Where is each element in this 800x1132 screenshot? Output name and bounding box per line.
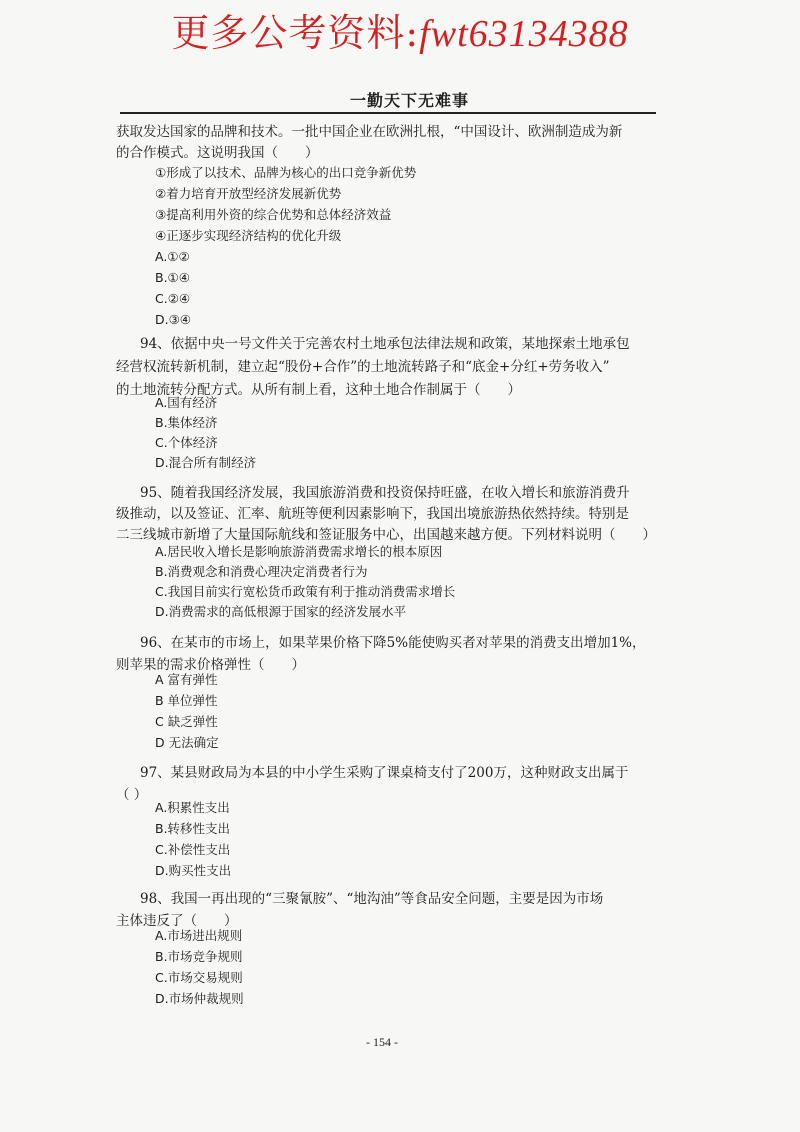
q97-line: （ ）	[116, 787, 148, 803]
q93-line: 的合作模式。这说明我国（ ）	[116, 145, 319, 161]
q93-option: C.②④	[155, 291, 191, 306]
page-number: - 154 -	[366, 1035, 398, 1049]
q95-option: C.我国目前实行宽松货币政策有利于推动消费需求增长	[155, 584, 456, 599]
q96-option: A 富有弹性	[155, 672, 218, 687]
q93-line: 获取发达国家的品牌和技术。一批中国企业在欧洲扎根，“中国设计、欧洲制造成为新	[116, 124, 623, 140]
q93-item: ②着力培育开放型经济发展新优势	[155, 186, 342, 201]
q94-options	[155, 394, 256, 474]
q93-option: D.③④	[155, 312, 192, 327]
banner-code: fwt63134388	[419, 13, 629, 55]
q94-line: 94、依据中央一号文件关于完善农村土地承包法律法规和政策，某地探索土地承包	[140, 336, 630, 352]
q95-option: A.居民收入增长是影响旅游消费需求增长的根本原因	[155, 544, 443, 559]
q96-line: 96、在某市的市场上，如果苹果价格下降5%能使购买者对苹果的消费支出增加1%，	[140, 635, 646, 651]
q96-text	[116, 632, 656, 676]
q93-item: ①形成了以技术、品牌为核心的出口竞争新优势	[155, 165, 417, 180]
q96-options	[155, 671, 219, 755]
q98-text	[116, 888, 656, 932]
q95-options	[155, 543, 455, 623]
q98-option: D.市场仲裁规则	[155, 991, 244, 1006]
q93-option: B.①④	[155, 270, 190, 285]
q94-text	[116, 333, 656, 402]
q97-option: D.购买性支出	[155, 863, 232, 878]
q98-option: A.市场进出规则	[155, 928, 243, 943]
q94-option: B.集体经济	[155, 415, 218, 430]
page-header-title: 一勤天下无难事	[350, 91, 470, 110]
watermark-banner	[0, 2, 800, 57]
q94-line: 经营权流转新机制，建立起“股份+合作”的土地流转路子和“底金+分红+劳务收入”	[116, 359, 610, 375]
q93-item: ③提高利用外资的综合优势和总体经济效益	[155, 207, 392, 222]
q94-option: D.混合所有制经济	[155, 455, 257, 470]
q93-items	[155, 164, 416, 332]
q97-line: 97、某县财政局为本县的中小学生采购了课桌椅支付了200万，这种财政支出属于	[140, 765, 629, 781]
q96-option: C 缺乏弹性	[155, 714, 218, 729]
q96-option: B 单位弹性	[155, 693, 218, 708]
q95-line: 95、随着我国经济发展，我国旅游消费和投资保持旺盛，在收入增长和旅游消费升	[140, 485, 630, 501]
q95-option: B.消费观念和消费心理决定消费者行为	[155, 564, 368, 579]
q98-line: 98、我国一再出现的“三聚氰胺”、“地沟油”等食品安全问题，主要是因为市场	[140, 891, 604, 907]
q93-option: A.①②	[155, 249, 190, 264]
q95-line: 二三线城市新增了大量国际航线和签证服务中心，出国越来越方便。下列材料说明（ ）	[116, 527, 656, 543]
q98-line: 主体违反了（ ）	[116, 913, 238, 929]
header-rule	[120, 112, 656, 114]
q97-option: B.转移性支出	[155, 821, 231, 836]
q94-line: 的土地流转分配方式。从所有制上看，这种土地合作制属于（ ）	[116, 382, 521, 398]
q94-option: A.国有经济	[155, 395, 218, 410]
q97-option: C.补偿性支出	[155, 842, 231, 857]
banner-text: 更多公考资料:	[171, 11, 420, 55]
q93-text	[116, 122, 656, 164]
q94-option: C.个体经济	[155, 435, 218, 450]
q98-option: C.市场交易规则	[155, 970, 243, 985]
q95-option: D.消费需求的高低根源于国家的经济发展水平	[155, 604, 407, 619]
q97-option: A.积累性支出	[155, 800, 230, 815]
q93-item: ④正逐步实现经济结构的优化升级	[155, 228, 342, 243]
q98-options	[155, 927, 244, 1011]
q96-line: 则苹果的需求价格弹性（ ）	[116, 657, 305, 673]
q95-text	[116, 483, 656, 546]
q96-option: D 无法确定	[155, 735, 219, 750]
q97-options	[155, 799, 231, 883]
q98-option: B.市场竞争规则	[155, 949, 243, 964]
q95-line: 级推动，以及签证、汇率、航班等便利因素影响下，我国出境旅游热依然持续。特别是	[116, 506, 629, 522]
